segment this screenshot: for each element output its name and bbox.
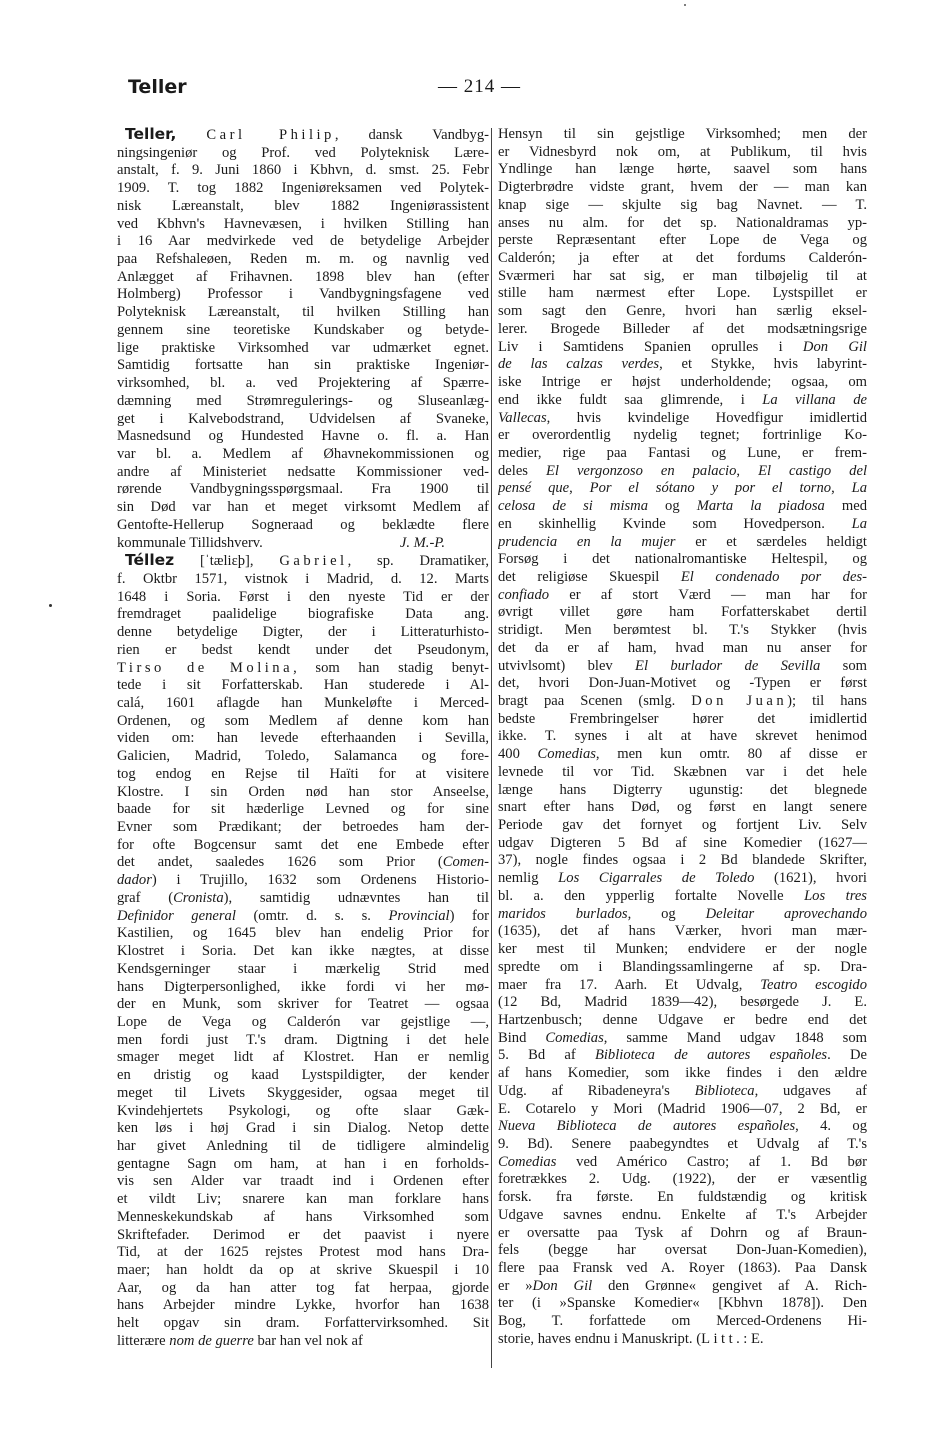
text-line: medier, rige paa Fantasi og Lune, er frem- — [498, 444, 867, 461]
text-line: andre af Ministeriet nedsatte Kommissioner ved- — [117, 463, 489, 480]
text-line: E. Cotarelo y Mori (Madrid 1906—07, 2 Bd, er — [498, 1100, 867, 1117]
page-header — [128, 76, 808, 102]
text-line: Vallecas, hvis kvindelige Hovedfigur imidlertid — [498, 409, 867, 426]
text-line: ter (i »Spanske Komedier« [Kbhvn 1878]). Den — [498, 1295, 867, 1312]
text-line: virksomhed, bl. a. ved Projektering af Spærre- — [117, 375, 489, 392]
text-line: Gentofte-Hellerup Sogneraad og beklædte flere — [117, 516, 489, 533]
text-line: øvrigt villet gøre ham Forfatterskabet dertil — [498, 604, 867, 621]
text-line: lige praktiske Virksomhed var udmærket egnet. — [117, 339, 489, 356]
text-line: 1648 i Soria. Først i den nyeste Tid er der — [117, 588, 489, 605]
column-divider — [491, 128, 492, 1368]
text-line: flere paa Fransk ved A. Royer (1863). Paa Dansk — [498, 1260, 867, 1276]
text-line: Klostret i Soria. Det kan ikke nægtes, at disse — [117, 943, 489, 960]
text-line: end ikke fuldt saa glimrende, i La villana de — [498, 391, 867, 408]
text-line: hans Digterpersonlighed, ikke fordi vi her mø- — [117, 978, 489, 995]
text-line: Sværmeri har sat sig, er man tilbøjelig til at — [498, 267, 867, 284]
text-line: er oversatte paa Tysk af Dohrn og af Braun- — [498, 1224, 867, 1241]
text-line: Kvindehjertets Psykologi, og ofte slaar Gæk- — [117, 1102, 489, 1119]
text-line: Hartzenbusch; denne Udgave er bedre end det — [498, 1011, 867, 1028]
text-line: baade for sit hæderlige Levned og for sine — [117, 801, 489, 818]
text-line: er overordentlig nydelig tegnet; fortrinlige Ko- — [498, 427, 867, 444]
text-line: anstalt, f. 9. Juni 1860 i Kbhvn, d. smst. 25. Febr — [117, 162, 489, 179]
text-line: celosa de si misma og Marta la piadosa med — [498, 498, 867, 515]
text-line: prudencia en la mujer er et særdeles heldigt — [498, 533, 867, 550]
text-line: en skinhellig Kvinde som Hovedperson. La — [498, 515, 867, 532]
text-line: nemlig Los Cigarrales de Toledo (1621), hvori — [498, 870, 867, 887]
text-line: deles El vergonzoso en palacio, El castigo del — [498, 462, 867, 479]
text-line: maridos burlados, og Deleitar aprovechando — [498, 905, 867, 922]
text-line: f. Oktbr 1571, vistnok i Madrid, d. 12. Marts — [117, 570, 489, 587]
text-line: Samtidig fortsatte han sin praktiske Ingeniør- — [117, 357, 489, 374]
text-line: snart efter hans Død, og først en langt senere — [498, 799, 867, 816]
text-line: maer fra 17. Aarh. Et Udvalg, Teatro escogido — [498, 976, 867, 993]
text-line: Kastilien, og 1645 blev han endelig Prior for — [117, 925, 489, 942]
text-line: ved Kbhvn's Havnevæsen, i hvilken Stilling han — [117, 215, 489, 232]
text-line: Hensyn til sin gejstlige Virksomhed; men der — [498, 126, 867, 142]
text-line: Teller, Carl Philip, dansk Vandbyg- — [125, 126, 489, 143]
text-line: litterære nom de guerre bar han vel nok af — [117, 1332, 363, 1349]
text-line: Ordenen, og som Medlem af denne kom han — [117, 712, 489, 729]
text-line: Holmberg) Professor i Vandbygningsfagene ved — [117, 286, 489, 303]
text-line: de las calzas verdes, et Stykke, hvis labyrint- — [498, 356, 867, 373]
text-line: kommunale Tillidshverv. J. M.-P. — [117, 534, 445, 551]
text-line: Klostre. I sin Orden nød han stor Anseelse, — [117, 783, 489, 800]
text-line: tede i sit Forfatterskab. Han studerede i Al- — [117, 677, 489, 694]
text-line: spredte om i Blandingssamlingerne af sp. Dra- — [498, 958, 867, 975]
text-line: foretrækkes 2. Udg. (1922), der er væsentlig — [498, 1171, 867, 1188]
text-line: rørende Vandbygningsspørgsmaal. Fra 1900 til — [117, 481, 489, 498]
text-line: ken løs i høj Grad i sin Dialog. Netop dette — [117, 1120, 489, 1137]
text-line: Menneskekundskab af hans Virksomhed som — [117, 1208, 489, 1225]
text-line: Yndlinge han længe hørte, saavel som hans — [498, 161, 867, 178]
text-line: graf (Cronista), samtidig udnævntes han til — [117, 889, 489, 906]
text-line: ker mest til Munken; endvidere er der nogle — [498, 941, 867, 958]
text-line: dæmning med Strømregulerings- og Sluseanlæg- — [117, 392, 489, 409]
text-line: længe hans Digterry ugunstig: det blegnede — [498, 781, 867, 798]
text-line: udgav Digteren 5 Bd af sine Komedier (1627— — [498, 834, 867, 851]
text-line: er Vidnesbyrd nok om, at Publikum, til hvis — [498, 143, 867, 160]
text-line: Definidor general (omtr. d. s. s. Provincial) for — [117, 907, 489, 924]
text-line: Udg. af Ribadeneyra's Biblioteca, udgaves af — [498, 1082, 867, 1099]
text-line: som sagt den Genre, hvori han særlig eksel- — [498, 303, 867, 320]
text-line: vis sen Alder var traadt ind i Ordenen efter — [117, 1173, 489, 1190]
text-line: af hans Komedier, som ikke findes i den ældre — [498, 1065, 867, 1082]
text-line: stille ham nærmest efter Lope. Lystspillet er — [498, 285, 867, 302]
text-line: ikke. T. synes i alt at have skrevet henimod — [498, 728, 867, 745]
text-line: perste Repræsentant efter Lope de Vega og — [498, 232, 867, 249]
text-line: fels (begge har oversat Don-Juan-Komedien), — [498, 1242, 867, 1259]
text-line: et vildt Liv; snarere kan man forklare hans — [117, 1191, 489, 1208]
text-line: tog endog en Rejse til Haïti for at visitere — [117, 765, 489, 782]
text-line: Forsøg i det nationalromantiske Heltespil, og — [498, 551, 867, 568]
text-line: sin Død var han et meget virksomt Medlem af — [117, 499, 489, 516]
text-line: det andet, saaledes 1626 som Prior (Comen- — [117, 854, 489, 871]
text-line: 5. Bd af Biblioteca de autores españoles. De — [498, 1047, 867, 1064]
text-line: bragt paa Scenen (smlg. Don Juan); til hans — [498, 693, 867, 709]
text-line: Tirso de Molina, som han stadig benyt- — [117, 659, 489, 676]
text-line: fremdraget paalidelige biografiske Data ang. — [117, 606, 489, 623]
text-line: (12 Bd, Madrid 1839—42), besørgede J. E. — [498, 994, 867, 1011]
text-line: Calderón; ja efter at det fordums Calderón- — [498, 250, 867, 267]
text-line: forsk. fra første. En fuldstændig og kritisk — [498, 1189, 867, 1206]
text-line: Skriftefader. Derimod er det paavist i nyere — [117, 1226, 489, 1243]
text-line: Nueva Biblioteca de autores españoles, 4. og — [498, 1118, 867, 1135]
text-line: calá, 1601 aflagde han Munkeløfte i Merced- — [117, 695, 489, 711]
text-line: 9. Bd). Senere paabegyndtes et Udvalg af T.'s — [498, 1135, 867, 1152]
text-line: (1635), det af hans Værker, hvori man mær- — [498, 923, 867, 940]
text-line: Tid, at der 1625 rejstes Protest mod hans Dra- — [117, 1244, 489, 1261]
text-line: det da er af ham, hvad man nu anser for — [498, 639, 867, 656]
text-line: Galicien, Madrid, Toledo, Salamanca og fore- — [117, 748, 489, 765]
text-line: 400 Comedias, men kun omtr. 80 af disse er — [498, 746, 867, 763]
text-line: Bog, T. forfattede om Merced-Ordenens Hi- — [498, 1313, 867, 1330]
text-line: bl. a. den ypperlig fortalte Novelle Los tres — [498, 887, 867, 904]
text-line: Polyteknisk Læreanstalt, til hvilken Stilling han — [117, 304, 489, 321]
text-line: helt opgav sin dram. Forfattervirksomhed. Sit — [117, 1315, 489, 1332]
text-line: Comedias ved Américo Castro; af 1. Bd bør — [498, 1153, 867, 1170]
text-line: Digterbrødre vidste grant, hvem der — man kan — [498, 179, 867, 196]
text-line: iske Intrige er højst underholdende; ogsaa, om — [498, 374, 867, 391]
text-line: hans Arbejder mindre Lykke, hvorfor han 1638 — [117, 1297, 489, 1314]
left-column — [117, 126, 489, 1351]
text-line: smager meget lidt af Klostret. Han er nemlig — [117, 1049, 489, 1066]
text-line: Liv i Samtidens Spanien oprulles i Don Gil — [498, 338, 867, 355]
right-column — [498, 126, 867, 1349]
text-line: for ofte Bogcensur samt det ene Embede efter — [117, 836, 489, 853]
text-line: har givet Anledning til de tidligere almindelig — [117, 1137, 489, 1154]
text-line: nisk Læreanstalt, blev 1882 Ingeniørassistent — [117, 197, 489, 214]
text-line: anses nu alm. for det sp. Nationaldramas yp- — [498, 214, 867, 231]
text-line: en dristig og kaad Lystspildigter, der kender — [117, 1067, 489, 1084]
text-line: J. M.-P. — [399, 534, 445, 551]
text-line: er »Don Gil den Grønne« gengivet af A. Rich- — [498, 1277, 867, 1294]
margin-mark — [49, 604, 52, 607]
text-line: levnede til vor Tid. Skæbnen var i det hele — [498, 763, 867, 780]
text-line: Aar, og da han atter tog fat herpaa, gjorde — [117, 1279, 489, 1296]
text-line: gennem sine teoretiske Kundskaber og betyde- — [117, 321, 489, 338]
text-line: det religiøse Skuespil El condenado por des- — [498, 568, 867, 585]
text-line: Kendsgerninger staar i mærkelig Strid med — [117, 960, 489, 977]
text-line: 37), nogle findes ogsaa i 2 Bd blandede Skrifter, — [498, 852, 867, 869]
text-line: meget til Livets Skyggesider, ogsaa meget til — [117, 1084, 489, 1101]
text-line: Masnedsund og Hundested Havne o. fl. a. Han — [117, 428, 489, 445]
scan-speck — [684, 4, 686, 6]
text-line: pensé que, Por el sótano y por el torno, La — [498, 480, 867, 497]
text-line: Evner som Prædikant; der betroedes ham der- — [117, 819, 489, 836]
text-line: utvivlsomt) blev El burlador de Sevilla som — [498, 657, 867, 674]
text-line: ningsingeniør og Prof. ved Polyteknisk Lære- — [117, 144, 489, 161]
text-line: maer; han holdt da op at skrive Skuespil i 10 — [117, 1262, 489, 1278]
text-line: Periode gav det fornyet og fortjent Liv. Selv — [498, 817, 867, 834]
text-line: get i Kalvebodstrand, Udvidelsen af Svaneke, — [117, 410, 489, 427]
text-line: dador) i Trujillo, 1632 som Ordenens Historio- — [117, 872, 489, 889]
text-line: var bl. a. Medlem af Øhavnekommissionen og — [117, 445, 489, 462]
page-number: — 214 — — [438, 76, 521, 97]
text-line: gentagne Sagn om ham, at han i en forholds- — [117, 1155, 489, 1172]
text-line: lerer. Brogede Billeder af det modsætningsrige — [498, 320, 867, 337]
text-line: Bind Comedias, samme Mand udgav 1848 som — [498, 1029, 867, 1046]
text-line: 1909. T. tog 1882 Ingeniøreksamen ved Polytek- — [117, 180, 489, 197]
text-line: storie, haves endnu i Manuskript. (Litt.: E. — [498, 1330, 764, 1347]
text-line: denne betydelige Digter, der i Litteraturhisto- — [117, 624, 489, 641]
text-line: men fordi just T.'s dram. Digtning i det hele — [117, 1031, 489, 1048]
text-line: bedste Frembringelser hører det imidlertid — [498, 710, 867, 727]
text-line: stridigt. Men berømtest bl. T.'s Stykker (hvis — [498, 622, 867, 639]
text-line: knap sige — skjulte sig bag Navnet. — T. — [498, 196, 867, 213]
text-line: i 16 Aar medvirkede ved de betydelige Arbejder — [117, 233, 489, 250]
text-line: Anlægget af Frihavnen. 1898 blev han (efter — [117, 268, 489, 285]
running-head: Teller — [128, 76, 187, 98]
text-line: rien er bedst kendt under det Pseudonym, — [117, 641, 489, 658]
text-line: viden om: han levede efterhaanden i Sevilla, — [117, 730, 489, 747]
text-line: Téllez [ˈtæliɛþ], Gabriel, sp. Dramatiker, — [125, 552, 489, 570]
text-line: paa Refshaleøen, Reden m. m. og navnlig ved — [117, 251, 489, 268]
text-line: Udgave savnes endnu. Enkelte af T.'s Arbejder — [498, 1206, 867, 1223]
text-line: Lope de Vega og Calderón var gejstlige —, — [117, 1013, 489, 1030]
text-line: det, hvori Don-Juan-Motivet og -Typen er først — [498, 675, 867, 692]
text-line: der en Munk, som skriver for Teatret — ogsaa — [117, 996, 489, 1013]
text-line: confiado er af stort Værd — man har for — [498, 586, 867, 603]
